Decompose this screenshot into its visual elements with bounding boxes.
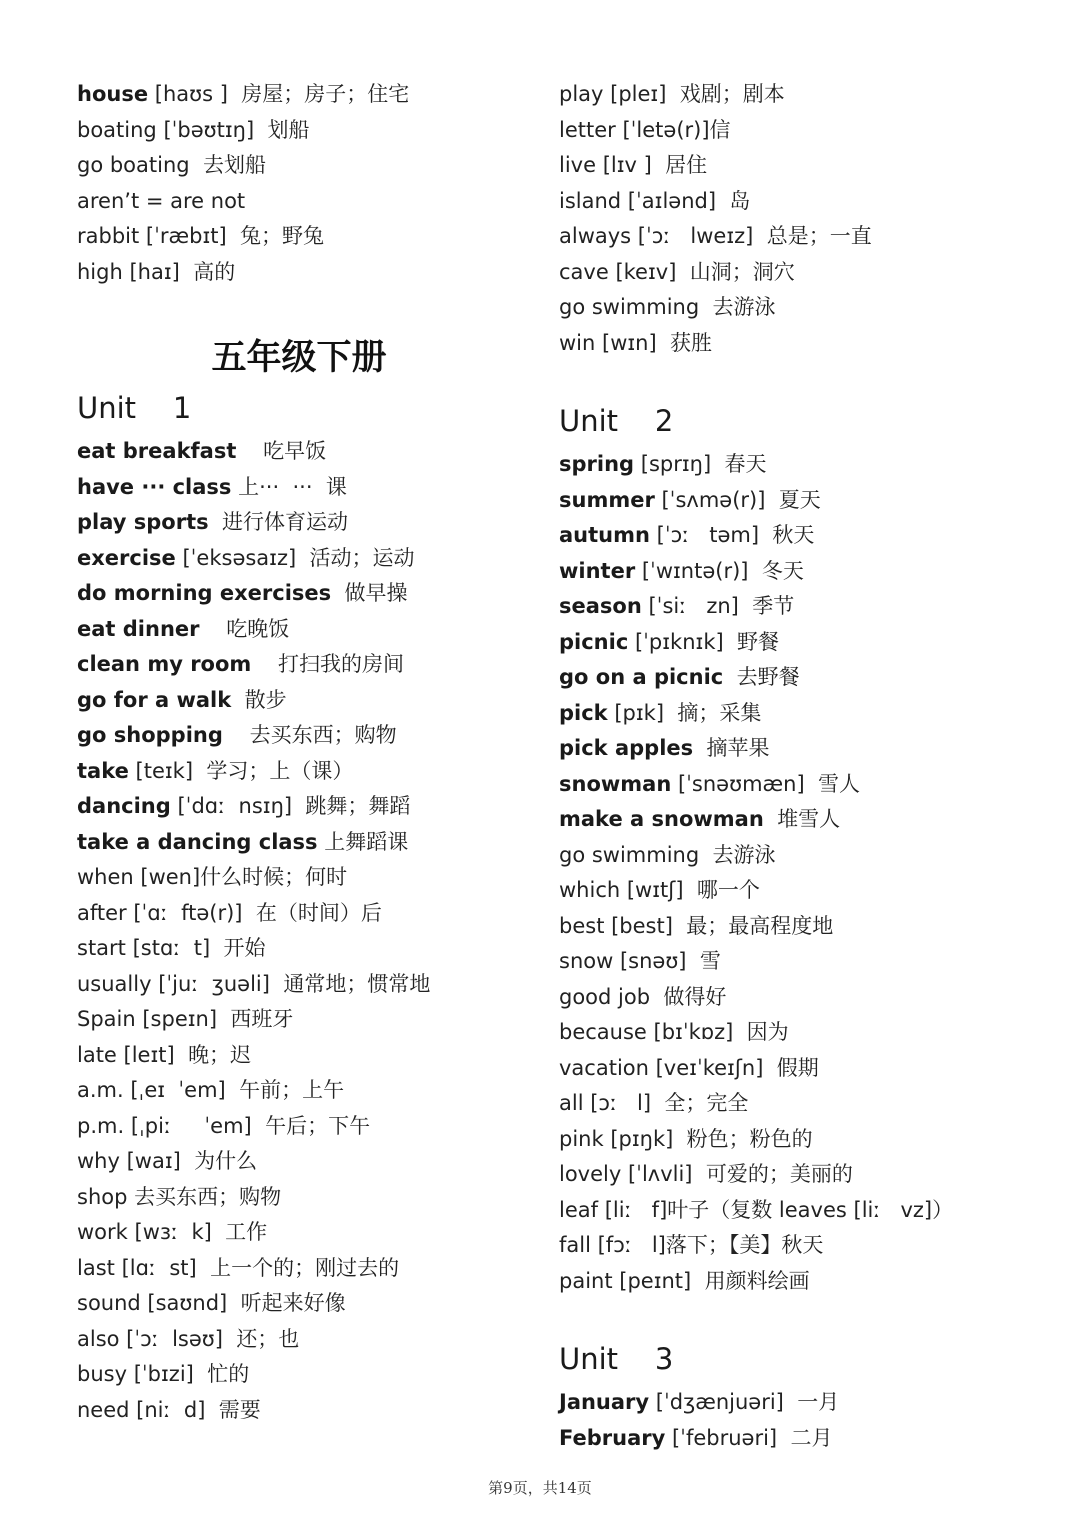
vocab-entry (77, 896, 537, 932)
vocab-entry (77, 219, 537, 255)
vocab-definition: 吃早饭 (236, 439, 327, 463)
vocab-entry (77, 860, 537, 896)
vocab-definition: [wen]什么时候；何时 (133, 865, 348, 889)
vocab-definition: [haɪ] 高的 (122, 259, 236, 284)
vocab-list-continued (77, 77, 537, 290)
vocab-word: take a dancing class (77, 829, 318, 854)
vocab-definition: [veɪˈkeɪʃn] 假期 (648, 1055, 819, 1080)
vocab-word: January (559, 1390, 650, 1414)
vocab-entry (559, 660, 1039, 696)
vocab-entry (559, 909, 1039, 945)
vocab-entry (77, 576, 537, 612)
vocab-definition: [lɑː st] 上一个的；刚过去的 (114, 1255, 400, 1280)
vocab-word: need (77, 1397, 130, 1422)
vocab-definition: [peɪnt] 用颜料绘画 (612, 1268, 810, 1293)
vocab-word: why (77, 1149, 120, 1173)
vocab-entry (559, 1264, 1039, 1300)
vocab-definition: [ˈbɪzi] 忙的 (127, 1362, 250, 1386)
vocab-entry (77, 505, 537, 541)
vocab-entry (77, 1393, 537, 1429)
vocab-word: eat breakfast (77, 439, 237, 463)
vocab-entry (77, 541, 537, 577)
vocab-entry (77, 470, 537, 506)
vocab-definition: 做得好 (650, 984, 727, 1009)
vocab-word: live (559, 153, 597, 177)
vocab-entry (77, 1322, 537, 1358)
vocab-definition: [ˌpiː ˈem] 午后；下午 (124, 1113, 371, 1138)
vocab-word: start (77, 936, 126, 960)
vocab-definition: [ˈfebruəri] 二月 (665, 1425, 833, 1450)
vocab-definition: [snəʊ] 雪 (613, 949, 721, 973)
vocab-word: p.m. (77, 1113, 125, 1138)
vocab-entry (559, 767, 1039, 803)
unit-3-heading: Unit 3 (559, 1342, 674, 1376)
vocab-word: vacation (559, 1055, 649, 1080)
vocab-definition: [haʊs ] 房屋；房子；住宅 (148, 82, 410, 106)
vocab-definition: [ˈdʒænjuəri] 一月 (649, 1390, 840, 1414)
vocab-entry (559, 77, 1039, 113)
vocab-definition: [ˈɔː lweɪz] 总是；一直 (631, 224, 872, 248)
vocab-definition: [ˈletə(r)]信 (615, 117, 731, 142)
unit-1-vocab-list (77, 434, 537, 1428)
vocab-entry (559, 219, 1039, 255)
unit-3-vocab-list (559, 1385, 1039, 1456)
vocab-word: pick (559, 700, 608, 725)
vocab-entry (77, 434, 537, 470)
vocab-definition: 去游泳 (699, 842, 776, 867)
vocab-word: have ··· class (77, 474, 232, 499)
vocab-entry (559, 518, 1039, 554)
vocab-entry (77, 1109, 537, 1145)
vocab-word: exercise (77, 545, 176, 570)
vocab-entry (559, 554, 1039, 590)
vocab-entry (559, 113, 1039, 149)
vocab-entry (559, 255, 1039, 291)
vocab-entry (559, 1193, 1039, 1229)
vocab-word: island (559, 188, 622, 213)
vocab-word: autumn (559, 523, 650, 547)
vocab-definition: [ˈaɪlənd] 岛 (621, 188, 751, 213)
vocab-entry (77, 1002, 537, 1038)
vocab-word: late (77, 1042, 117, 1067)
vocab-word: cave (559, 259, 609, 284)
vocab-word: go for a walk (77, 687, 232, 712)
vocab-definition: [ˈbəʊtɪŋ] 划船 (156, 117, 310, 142)
vocab-word: aren’t = are not (77, 188, 246, 213)
vocab-definition: [ˈeksəsaɪz] 活动；运动 (175, 545, 415, 570)
vocab-entry (559, 731, 1039, 767)
vocab-entry (77, 1286, 537, 1322)
vocab-entry (77, 148, 537, 184)
vocab-definition: [stɑː t] 开始 (125, 936, 266, 960)
vocab-entry (77, 789, 537, 825)
vocab-word: always (559, 224, 632, 248)
vocab-entry (559, 1385, 1039, 1421)
vocab-word: summer (559, 487, 655, 512)
vocab-entry (559, 1015, 1039, 1051)
vocab-word: do morning exercises (77, 581, 332, 605)
vocab-definition: [ˈpɪknɪk] 野餐 (628, 629, 780, 654)
vocab-definition: [ˈjuː ʒuəli] 通常地；惯常地 (151, 971, 431, 996)
vocab-entry (77, 255, 537, 291)
vocab-word: also (77, 1326, 120, 1351)
vocab-word: snow (559, 949, 614, 973)
vocab-definition: 上··· ··· 课 (231, 474, 347, 499)
vocab-word: paint (559, 1268, 613, 1293)
vocab-definition: [ˈsiː zn] 季节 (641, 594, 795, 618)
vocab-definition: [fɔː l]落下；【美】秋天 (590, 1233, 824, 1257)
vocab-word: last (77, 1255, 115, 1280)
vocab-word: picnic (559, 629, 629, 654)
vocab-entry (77, 1073, 537, 1109)
left-column (77, 77, 537, 1428)
vocab-definition: [lɪv ] 居住 (596, 153, 708, 177)
vocab-entry (559, 1086, 1039, 1122)
vocab-entry (559, 290, 1039, 326)
vocab-definition: [sprɪŋ] 春天 (634, 452, 767, 476)
vocab-word: clean my room (77, 652, 252, 676)
vocab-entry (77, 77, 537, 113)
vocab-word: shop (77, 1184, 128, 1209)
vocab-definition: [pɪŋk] 粉色；粉色的 (603, 1126, 813, 1151)
vocab-definition: 去游泳 (699, 295, 776, 319)
vocab-definition: [wɜː k] 工作 (127, 1220, 268, 1244)
vocab-definition: [leɪt] 晚；迟 (116, 1042, 252, 1067)
vocab-word: take (77, 758, 129, 783)
vocab-entry (77, 683, 537, 719)
vocab-definition: [speɪn] 西班牙 (135, 1007, 294, 1031)
vocab-word: spring (559, 452, 635, 476)
vocab-definition: 打扫我的房间 (251, 652, 404, 676)
vocab-entry (559, 873, 1039, 909)
vocab-entry (559, 1228, 1039, 1264)
vocab-definition: [ˈræbɪt] 兔；野兔 (139, 224, 325, 248)
vocab-word: pink (559, 1126, 604, 1151)
vocab-definition: [wɪtʃ] 哪一个 (620, 878, 760, 902)
vocab-definition: [bɪˈkɒz] 因为 (646, 1020, 789, 1044)
vocab-entry (77, 967, 537, 1003)
vocab-definition: 堆雪人 (763, 807, 841, 831)
vocab-word: play sports (77, 510, 209, 534)
vocab-word: pick apples (559, 736, 694, 760)
vocab-entry (77, 647, 537, 683)
vocab-definition: [waɪ] 为什么 (119, 1149, 258, 1173)
vocab-definition: [niː d] 需要 (129, 1397, 261, 1422)
vocab-word: snowman (559, 771, 672, 796)
vocab-entry (559, 1051, 1039, 1087)
vocab-word: win (559, 330, 596, 355)
vocab-word: busy (77, 1362, 128, 1386)
vocab-word: lovely (559, 1162, 622, 1186)
vocab-word: house (77, 82, 149, 106)
vocab-word: high (77, 259, 123, 284)
vocab-entry (559, 802, 1039, 838)
vocab-entry (77, 1251, 537, 1287)
vocab-definition: [keɪv] 山洞；洞穴 (608, 259, 795, 284)
vocab-entry (559, 184, 1039, 220)
vocab-definition: [pɪk] 摘；采集 (607, 700, 762, 725)
right-column (559, 77, 1039, 1456)
vocab-word: because (559, 1020, 647, 1044)
vocab-word: go shopping (77, 723, 223, 747)
vocab-entry (559, 326, 1039, 362)
vocab-list-continued-right (559, 77, 1039, 361)
vocab-definition: [ɔː l] 全；完全 (583, 1091, 749, 1115)
vocab-entry (559, 1122, 1039, 1158)
vocab-definition: [ˈdɑː nsɪŋ] 跳舞；舞蹈 (170, 794, 411, 818)
vocab-word: season (559, 594, 642, 618)
vocab-entry (559, 625, 1039, 661)
vocab-word: go swimming (559, 842, 700, 867)
vocab-definition: [pleɪ] 戏剧；剧本 (603, 82, 785, 106)
vocab-entry (77, 718, 537, 754)
page-footer: 第9页，共14页 (488, 1479, 592, 1497)
vocab-entry (77, 1215, 537, 1251)
vocab-definition: 做早操 (331, 581, 408, 605)
vocab-definition: [ˈɑː ftə(r)] 在（时间）后 (126, 900, 382, 925)
vocab-entry (559, 944, 1039, 980)
vocab-word: boating (77, 117, 157, 142)
vocab-word: eat dinner (77, 616, 200, 641)
vocab-entry (559, 148, 1039, 184)
vocab-word: go swimming (559, 295, 700, 319)
vocab-entry (559, 589, 1039, 625)
vocab-entry (559, 1157, 1039, 1193)
vocab-entry (77, 1357, 537, 1393)
vocab-entry (77, 1038, 537, 1074)
vocab-entry (77, 113, 537, 149)
vocab-word: February (559, 1425, 666, 1450)
vocab-word: Spain (77, 1007, 136, 1031)
vocab-word: winter (559, 558, 636, 583)
vocab-entry (77, 825, 537, 861)
vocab-entry (77, 612, 537, 648)
vocab-entry (559, 838, 1039, 874)
vocab-definition: [wɪn] 获胜 (595, 330, 713, 355)
vocab-definition: [ˈɔː lsəʊ] 还；也 (119, 1326, 300, 1351)
vocab-word: good job (559, 984, 651, 1009)
vocab-word: sound (77, 1291, 141, 1315)
vocab-entry (559, 447, 1039, 483)
vocab-definition: [ˈwɪntə(r)] 冬天 (635, 558, 804, 583)
vocab-definition: [liː f]叶子（复数 leaves [liː vz]） (598, 1197, 954, 1222)
vocab-definition: 去买东西；购物 (127, 1184, 282, 1209)
vocab-definition: [ˈlʌvli] 可爱的；美丽的 (621, 1162, 853, 1186)
vocab-word: rabbit (77, 224, 140, 248)
vocab-definition: 进行体育运动 (208, 510, 348, 534)
vocab-definition: [ˈsnəʊmæn] 雪人 (671, 771, 860, 796)
vocab-word: letter (559, 117, 616, 142)
section-title: 五年级下册 (211, 338, 387, 378)
vocab-word: when (77, 865, 134, 889)
vocab-definition: 去买东西；购物 (222, 723, 397, 747)
vocab-definition: 上舞蹈课 (317, 829, 409, 854)
vocab-word: go boating (77, 153, 190, 177)
vocab-entry (559, 696, 1039, 732)
vocab-word: play (559, 82, 604, 106)
vocab-word: all (559, 1091, 584, 1115)
vocab-definition: [best] 最；最高程度地 (604, 913, 834, 938)
vocab-entry (77, 1180, 537, 1216)
vocab-entry (77, 1144, 537, 1180)
unit-2-vocab-list (559, 447, 1039, 1299)
vocab-definition: [ˈsʌmə(r)] 夏天 (654, 487, 821, 512)
vocab-word: leaf (559, 1197, 599, 1222)
vocab-word: fall (559, 1233, 591, 1257)
vocab-word: which (559, 878, 621, 902)
unit-1-heading: Unit 1 (77, 391, 192, 425)
vocab-definition: 去野餐 (723, 665, 800, 689)
vocab-definition: [saʊnd] 听起来好像 (140, 1291, 346, 1315)
vocab-definition: [ˌeɪ ˈem] 午前；上午 (123, 1078, 345, 1102)
unit-2-heading: Unit 2 (559, 404, 674, 438)
vocab-word: work (77, 1220, 128, 1244)
vocab-word: usually (77, 971, 152, 996)
vocab-entry (559, 483, 1039, 519)
vocab-definition: 吃晚饭 (199, 616, 290, 641)
vocab-word: go on a picnic (559, 665, 724, 689)
vocab-entry (559, 1421, 1039, 1457)
vocab-word: after (77, 900, 127, 925)
vocab-definition: [ˈɔː təm] 秋天 (649, 523, 815, 547)
vocab-word: best (559, 913, 605, 938)
vocab-entry (77, 931, 537, 967)
vocab-word: a.m. (77, 1078, 124, 1102)
vocab-word: make a snowman (559, 807, 764, 831)
vocab-definition: [teɪk] 学习；上（课） (128, 758, 354, 783)
vocab-entry (559, 980, 1039, 1016)
vocab-definition: 去划船 (189, 153, 266, 177)
vocab-entry (77, 754, 537, 790)
vocab-word: dancing (77, 794, 171, 818)
vocab-definition: 散步 (231, 687, 287, 712)
vocab-definition: 摘苹果 (693, 736, 770, 760)
vocab-entry (77, 184, 537, 220)
